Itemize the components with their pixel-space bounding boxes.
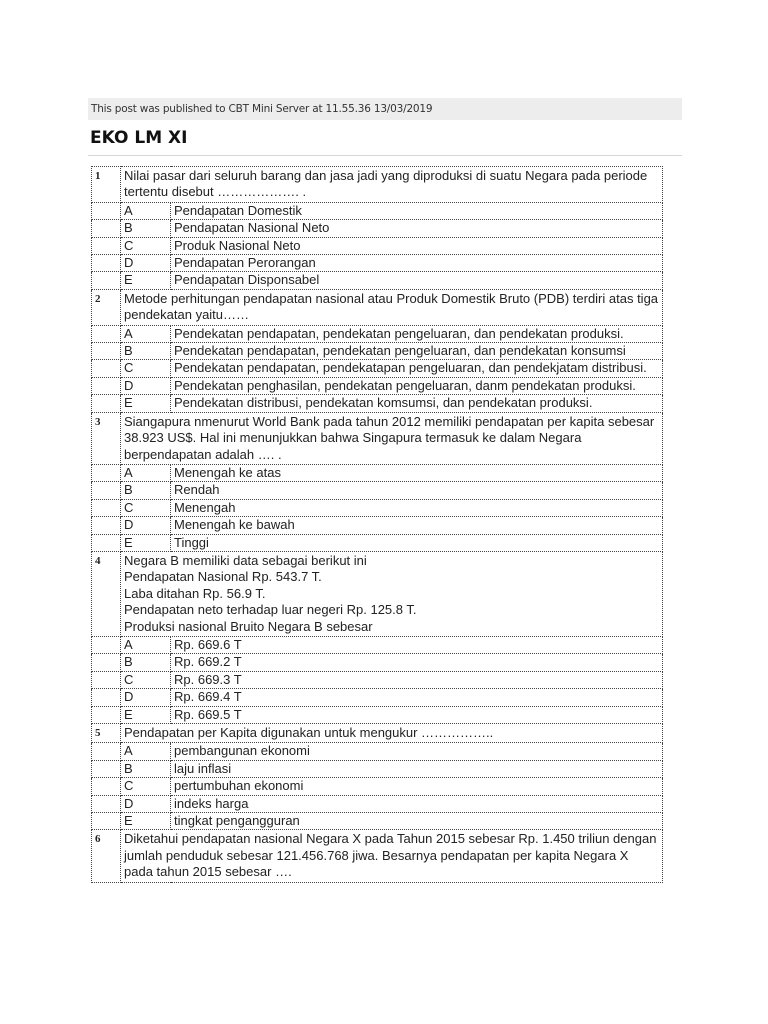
question-text: Diketahui pendapatan nasional Negara X pada Tahun 2015 sebesar Rp. 1.450 triliun dengan jumlah penduduk sebesar 121.456.768 jiwa. Besarnya pendapatan per kapita Negara X pada tahun 2015 sebesar …. — [121, 830, 663, 882]
option-letter: E — [121, 272, 171, 289]
option-spacer-cell — [92, 706, 121, 723]
option-row — [92, 325, 663, 342]
option-spacer-cell — [92, 534, 121, 551]
option-text: Rp. 669.5 T — [171, 706, 663, 723]
option-spacer-cell — [92, 795, 121, 812]
question-text: Negara B memiliki data sebagai berikut ini Pendapatan Nasional Rp. 543.7 T. Laba ditahan Rp. 56.9 T. Pendapatan neto terhadap luar negeri Rp. 125.8 T. Produksi nasional Bruito Negara B sebesar — [121, 551, 663, 636]
option-spacer-cell — [92, 778, 121, 795]
option-row — [92, 395, 663, 412]
publish-banner: This post was published to CBT Mini Server at 11.55.36 13/03/2019 — [88, 98, 682, 120]
option-text: Pendapatan Perorangan — [171, 255, 663, 272]
option-spacer-cell — [92, 464, 121, 481]
option-spacer-cell — [92, 760, 121, 777]
option-spacer-cell — [92, 343, 121, 360]
option-text: Pendekatan pendapatan, pendekatapan pengeluaran, dan pendekjatam distribusi. — [171, 360, 663, 377]
option-text: Rendah — [171, 482, 663, 499]
option-spacer-cell — [92, 395, 121, 412]
option-row — [92, 202, 663, 219]
option-letter: B — [121, 654, 171, 671]
option-letter: C — [121, 499, 171, 516]
option-row — [92, 360, 663, 377]
option-row — [92, 743, 663, 760]
option-text: Menengah ke atas — [171, 464, 663, 481]
option-spacer-cell — [92, 499, 121, 516]
option-row — [92, 795, 663, 812]
option-text: Pendekatan pendapatan, pendekatan pengeluaran, dan pendekatan konsumsi — [171, 343, 663, 360]
option-spacer-cell — [92, 671, 121, 688]
question-text: Siangapura nmenurut World Bank pada tahun 2012 memiliki pendapatan per kapita sebesar 38.923 US$. Hal ini menunjukkan bahwa Singapura termasuk ke dalam Negara berpendapatan adalah …. . — [121, 412, 663, 464]
question-row — [92, 551, 663, 636]
option-letter: E — [121, 395, 171, 412]
question-number: 4 — [92, 551, 121, 636]
option-text: pertumbuhan ekonomi — [171, 778, 663, 795]
option-letter: A — [121, 636, 171, 653]
option-spacer-cell — [92, 517, 121, 534]
option-letter: D — [121, 795, 171, 812]
option-letter: A — [121, 202, 171, 219]
option-text: Menengah — [171, 499, 663, 516]
question-number: 1 — [92, 167, 121, 203]
option-letter: C — [121, 671, 171, 688]
option-letter: B — [121, 220, 171, 237]
option-row — [92, 706, 663, 723]
option-row — [92, 237, 663, 254]
question-number: 3 — [92, 412, 121, 464]
option-row — [92, 272, 663, 289]
option-row — [92, 377, 663, 394]
question-number: 6 — [92, 830, 121, 882]
option-spacer-cell — [92, 636, 121, 653]
option-letter: D — [121, 255, 171, 272]
question-text: Nilai pasar dari seluruh barang dan jasa jadi yang diproduksi di suatu Negara pada periode tertentu disebut ………………. . — [121, 167, 663, 203]
option-text: Rp. 669.3 T — [171, 671, 663, 688]
option-text: Pendekatan penghasilan, pendekatan pengeluaran, danm pendekatan produksi. — [171, 377, 663, 394]
option-row — [92, 499, 663, 516]
option-letter: E — [121, 534, 171, 551]
question-table — [91, 166, 663, 883]
option-text: laju inflasi — [171, 760, 663, 777]
option-row — [92, 534, 663, 551]
option-spacer-cell — [92, 255, 121, 272]
option-row — [92, 255, 663, 272]
option-text: Menengah ke bawah — [171, 517, 663, 534]
option-row — [92, 813, 663, 830]
option-row — [92, 760, 663, 777]
option-row — [92, 654, 663, 671]
option-letter: E — [121, 706, 171, 723]
option-text: tingkat pengangguran — [171, 813, 663, 830]
option-text: Rp. 669.2 T — [171, 654, 663, 671]
option-spacer-cell — [92, 237, 121, 254]
option-text: Tinggi — [171, 534, 663, 551]
option-spacer-cell — [92, 272, 121, 289]
question-number: 2 — [92, 289, 121, 325]
question-row — [92, 830, 663, 882]
question-text: Pendapatan per Kapita digunakan untuk mengukur …………….. — [121, 724, 663, 743]
option-letter: C — [121, 237, 171, 254]
option-row — [92, 671, 663, 688]
option-spacer-cell — [92, 220, 121, 237]
option-letter: B — [121, 343, 171, 360]
question-row — [92, 724, 663, 743]
option-letter: D — [121, 689, 171, 706]
option-letter: C — [121, 360, 171, 377]
option-spacer-cell — [92, 482, 121, 499]
option-letter: A — [121, 325, 171, 342]
option-row — [92, 464, 663, 481]
title-divider — [88, 155, 682, 156]
option-row — [92, 220, 663, 237]
option-text: indeks harga — [171, 795, 663, 812]
option-text: Produk Nasional Neto — [171, 237, 663, 254]
option-text: Pendekatan distribusi, pendekatan komsumsi, dan pendekatan produksi. — [171, 395, 663, 412]
question-number: 5 — [92, 724, 121, 743]
option-row — [92, 689, 663, 706]
option-letter: B — [121, 482, 171, 499]
option-spacer-cell — [92, 325, 121, 342]
question-row — [92, 289, 663, 325]
option-text: Pendapatan Disponsabel — [171, 272, 663, 289]
option-text: Pendekatan pendapatan, pendekatan pengeluaran, dan pendekatan produksi. — [171, 325, 663, 342]
option-row — [92, 482, 663, 499]
option-row — [92, 636, 663, 653]
option-text: Pendapatan Nasional Neto — [171, 220, 663, 237]
option-letter: B — [121, 760, 171, 777]
option-text: Pendapatan Domestik — [171, 202, 663, 219]
option-row — [92, 517, 663, 534]
option-row — [92, 778, 663, 795]
option-text: Rp. 669.4 T — [171, 689, 663, 706]
option-text: pembangunan ekonomi — [171, 743, 663, 760]
option-spacer-cell — [92, 377, 121, 394]
option-spacer-cell — [92, 654, 121, 671]
option-spacer-cell — [92, 689, 121, 706]
option-letter: A — [121, 464, 171, 481]
option-letter: E — [121, 813, 171, 830]
option-spacer-cell — [92, 360, 121, 377]
option-spacer-cell — [92, 813, 121, 830]
question-row — [92, 412, 663, 464]
option-letter: A — [121, 743, 171, 760]
question-row — [92, 167, 663, 203]
option-letter: D — [121, 377, 171, 394]
option-spacer-cell — [92, 202, 121, 219]
option-text: Rp. 669.6 T — [171, 636, 663, 653]
option-letter: C — [121, 778, 171, 795]
question-text: Metode perhitungan pendapatan nasional atau Produk Domestik Bruto (PDB) terdiri atas tiga pendekatan yaitu…… — [121, 289, 663, 325]
question-table-body — [92, 167, 663, 883]
option-spacer-cell — [92, 743, 121, 760]
option-row — [92, 343, 663, 360]
page-title: EKO LM XI — [90, 128, 188, 148]
option-letter: D — [121, 517, 171, 534]
